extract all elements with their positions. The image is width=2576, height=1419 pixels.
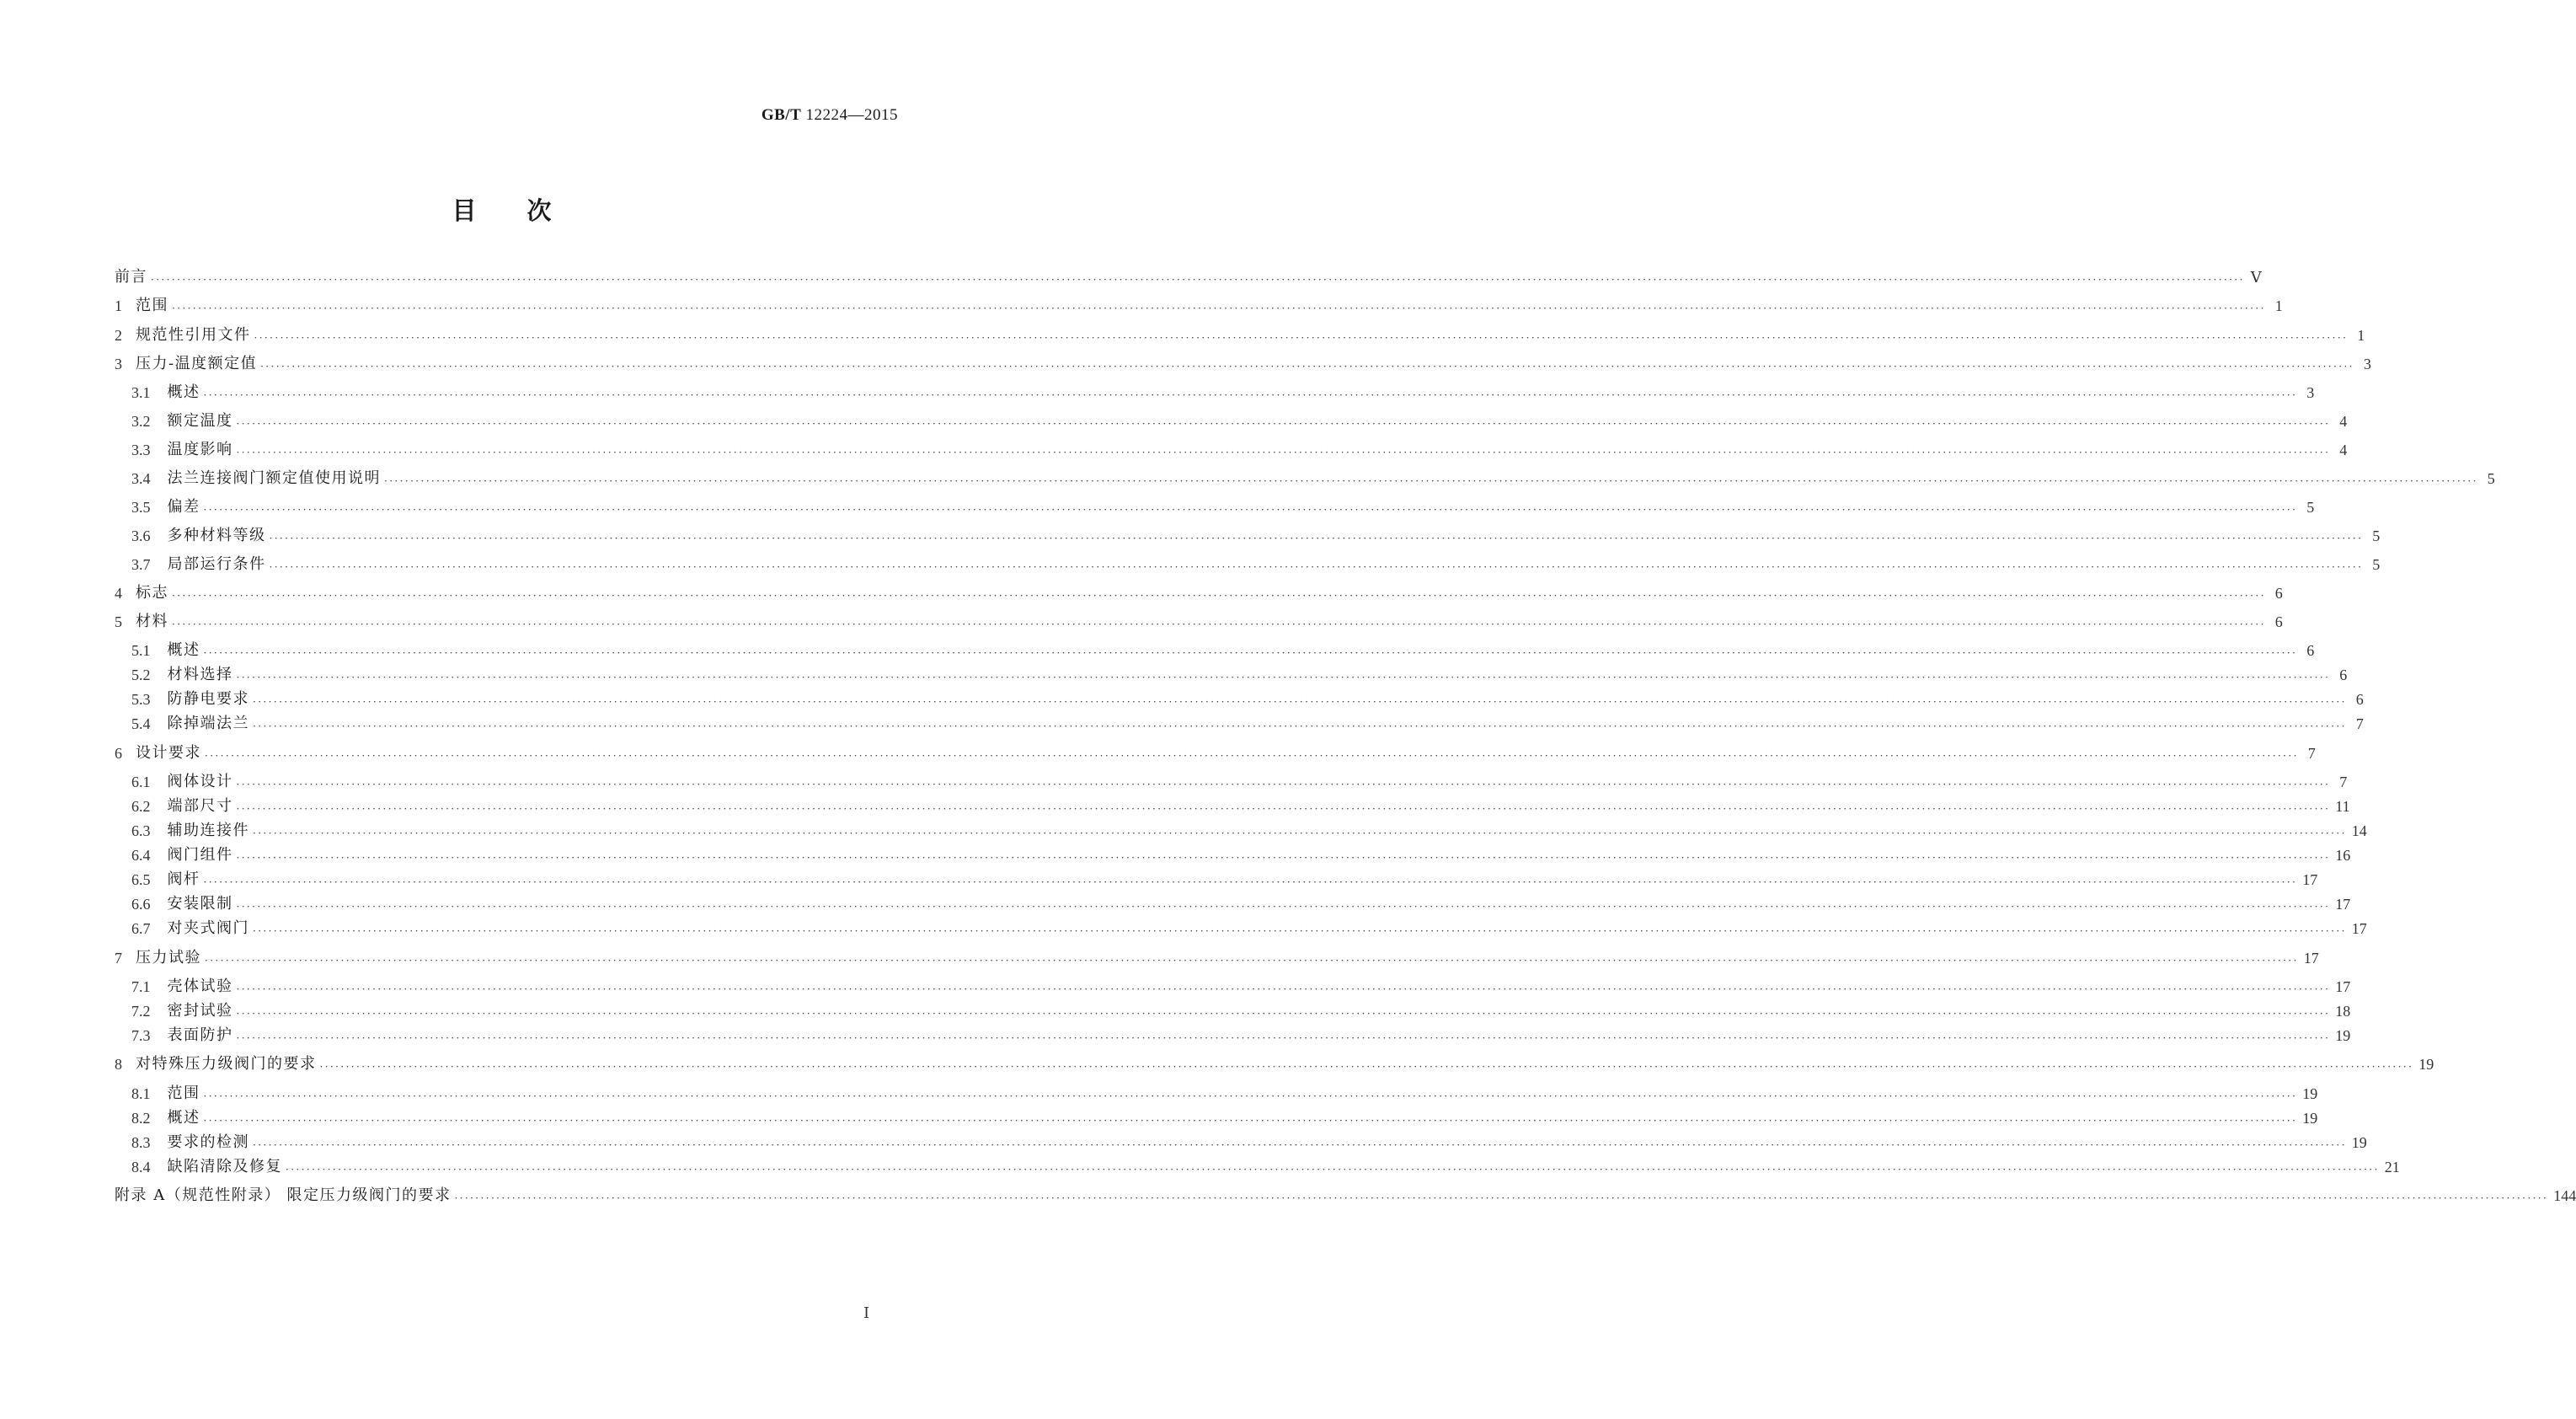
toc-entry-label: 辅助连接件 [167,822,249,839]
toc-entry-label: 温度影响 [167,441,233,458]
toc-entry-number: 3.1 [131,384,151,401]
toc-entry-label: 材料选择 [167,666,233,683]
toc-entry-number: 3.4 [131,470,151,487]
toc-entry-number: 7.2 [131,1003,151,1020]
toc-entry-page: 7 [2355,715,2364,732]
toc-entry-page: 3 [2363,356,2371,372]
toc-entry[interactable] [131,380,2315,402]
toc-entry-page: 19 [2418,1056,2434,1073]
toc-entry-number: 5.4 [131,715,151,732]
toc-entry-number: 6.6 [131,896,151,913]
toc-entry-number: 8.1 [131,1085,151,1102]
toc-entry-label: 壳体试验 [167,977,233,995]
toc-dot-leader: ················································································································································································································································································································································································································ [253,720,2347,732]
standard-prefix: GB/T [761,106,802,124]
toc-dot-leader: ················································································································································································································································································································································································································ [236,852,2331,864]
toc-entry-label: 表面防护 [167,1026,233,1044]
page-folio: Ⅰ [863,1304,870,1321]
toc-entry[interactable] [115,945,2319,967]
toc-entry-page: 5 [2487,470,2495,487]
toc-entry-number: 7.1 [131,978,151,995]
toc-entry-number: 4 [115,585,122,602]
toc-entry-label: 概述 [167,383,200,401]
toc-entry-label: 概述 [167,641,200,659]
toc-entry-number: 7.3 [131,1027,151,1044]
toc-entry[interactable] [131,1106,2318,1127]
toc-entry-number: 6.4 [131,847,151,864]
toc-entry-page: 17 [2335,896,2351,913]
toc-entry-label: 法兰连接阀门额定值使用说明 [167,469,381,487]
toc-entry[interactable] [131,916,2367,938]
toc-entry[interactable] [131,638,2315,660]
toc-entry-label: 范围 [136,297,168,314]
toc-entry-label: 要求的检测 [167,1133,249,1151]
toc-entry[interactable] [131,974,2351,996]
toc-entry-page: 17 [2351,920,2367,937]
toc-entry[interactable] [131,843,2351,865]
toc-entry-page: 19 [2351,1134,2367,1151]
toc-entry-page: 21 [2384,1159,2400,1175]
toc-entry-label: 压力试验 [136,949,201,967]
toc-entry[interactable] [115,293,2283,315]
toc-entry-number: 3.3 [131,442,151,458]
toc-dot-leader: ················································································································································································································································································································································································································ [253,925,2347,937]
toc-entry-page: 144 [2553,1187,2576,1204]
toc-entry[interactable] [131,818,2367,840]
toc-entry[interactable] [131,711,2364,733]
toc-dot-leader: ················································································································································································································································································································································································································ [203,389,2298,401]
toc-entry-label: 额定温度 [167,412,233,430]
toc-dot-leader: ················································································································································································································································································································································································································ [203,647,2298,659]
toc-entry[interactable] [131,495,2315,517]
toc-entry[interactable] [115,1183,2576,1205]
toc-dot-leader: ················································································································································································································································································································································································································ [203,504,2298,516]
toc-dot-leader: ················································································································································································································································································································································································································ [454,1192,2549,1204]
toc-entry-number: 5.1 [131,642,151,659]
toc-entry-number: 6.1 [131,774,151,790]
toc-dot-leader: ················································································································································································································································································································································································································ [172,590,2266,602]
toc-entry-label: 规范性引用文件 [136,326,251,344]
toc-entry-page: 6 [2355,691,2364,708]
toc-entry[interactable] [131,662,2348,684]
toc-entry[interactable] [131,1154,2400,1176]
toc-entry-number: 7 [115,950,122,967]
toc-entry-label: 安装限制 [167,895,233,913]
toc-entry-page: 18 [2335,1003,2351,1020]
toc-dot-leader: ················································································································································································································································································································································································································ [269,533,2364,544]
toc-entry-label: 除掉端法兰 [167,715,249,732]
toc-entry-label: 端部尺寸 [167,797,233,815]
toc-entry-number: 5.3 [131,691,151,708]
toc-entry-number: 1 [115,297,122,314]
toc-dot-leader: ················································································································································································································································································································································································································ [236,447,2331,458]
toc-entry[interactable] [131,1130,2367,1152]
toc-entry-page: 11 [2335,798,2350,815]
toc-entry[interactable] [131,523,2381,545]
toc-entry-label: 阀门组件 [167,846,233,864]
toc-entry-page: 17 [2302,871,2318,888]
toc-entry[interactable] [115,741,2316,763]
toc-entry-page: 1 [2274,297,2283,314]
toc-entry-label: 概述 [167,1109,200,1127]
toc-dot-leader: ················································································································································································································································································································································································································ [205,750,2299,762]
toc-entry-number: 6.5 [131,871,151,888]
toc-entry[interactable] [131,687,2364,709]
toc-entry-number: 5.2 [131,667,151,683]
toc-entry[interactable] [131,409,2348,431]
toc-entry-page: 19 [2335,1027,2351,1044]
toc-entry[interactable] [131,437,2348,459]
toc-entry-label: 材料 [136,613,168,630]
standard-number: 12224—2015 [805,106,898,124]
toc-entry-number: 8.4 [131,1159,151,1175]
toc-entry-label: 阀体设计 [167,773,233,790]
toc-dot-leader: ················································································································································································································································································································································································································ [384,475,2478,487]
toc-entry-label: 多种材料等级 [167,527,266,544]
toc-entry-label: 密封试验 [167,1002,233,1020]
toc-entry-page: 1 [2357,327,2365,344]
toc-entry[interactable] [115,609,2283,631]
toc-entry[interactable] [115,351,2371,373]
toc-entry-label: 标志 [136,584,168,602]
toc-dot-leader: ················································································································································································································································································································································································································ [236,901,2331,913]
toc-entry-label: 对特殊压力级阀门的要求 [136,1055,317,1073]
toc-entry-page: 4 [2339,442,2348,458]
toc-entry-number: 2 [115,327,122,344]
page-title: 目次 [452,196,602,225]
toc-entry-page: 6 [2274,585,2283,602]
toc-entry-number: 6 [115,745,122,762]
toc-dot-leader: ················································································································································································································································································································································································································ [151,274,2245,286]
toc-entry-page: 7 [2339,774,2348,790]
toc-entry-page: 14 [2351,822,2367,839]
toc-entry-page: 5 [2306,499,2315,516]
toc-entry[interactable] [115,265,2262,286]
toc-entry[interactable] [131,769,2348,791]
toc-dot-leader: ················································································································································································································································································································································································································ [203,876,2298,888]
toc-entry-number: 3.7 [131,556,151,573]
toc-entry-label: 缺陷清除及修复 [167,1158,282,1175]
toc-entry-page: 19 [2302,1085,2318,1102]
toc-entry-number: 6.2 [131,798,151,815]
toc-entry[interactable] [115,581,2283,602]
toc-entry-number: 6.3 [131,822,151,839]
toc-entry[interactable] [131,867,2318,889]
toc-entry-label: 局部运行条件 [167,555,266,573]
toc-dot-leader: ················································································································································································································································································································································································································ [203,1115,2298,1127]
toc-entry-page: Ⅴ [2250,269,2262,286]
toc-dot-leader: ················································································································································································································································································································································································································ [236,1008,2331,1020]
toc-entry-page: 17 [2303,950,2319,967]
toc-entry-page: 3 [2306,384,2315,401]
toc-entry-label: 对夹式阀门 [167,919,249,937]
toc-entry[interactable] [131,466,2495,488]
toc-dot-leader: ················································································································································································································································································································································································································ [253,1139,2347,1151]
toc-entry[interactable] [131,1081,2318,1103]
toc-entry-label: 防静电要求 [167,690,249,708]
toc-entry-page: 7 [2307,745,2316,762]
toc-entry-number: 3.5 [131,499,151,516]
toc-entry-page: 19 [2302,1110,2318,1127]
toc-entry[interactable] [115,323,2365,345]
toc-entry-label: 范围 [167,1084,200,1102]
toc-entry[interactable] [131,999,2351,1020]
toc-dot-leader: ················································································································································································································································································································································································································ [253,696,2347,708]
toc-entry-label: 设计要求 [136,744,201,762]
toc-entry[interactable] [131,892,2351,913]
toc-entry-number: 8.3 [131,1134,151,1151]
toc-entry-label: 阀杆 [167,870,200,888]
toc-dot-leader: ················································································································································································································································································································································································································ [269,561,2364,573]
toc-dot-leader: ················································································································································································································································································································································································································ [205,955,2299,967]
toc-entry-page: 6 [2306,642,2315,659]
toc-dot-leader: ················································································································································································································································································································································································································ [286,1164,2380,1175]
toc-dot-leader: ················································································································································································································································································································································································································ [260,361,2354,372]
toc-entry-page: 16 [2335,847,2351,864]
toc-dot-leader: ················································································································································································································································································································································································································ [236,779,2331,790]
toc-entry-number: 3.6 [131,527,151,544]
toc-entry-page: 5 [2372,527,2381,544]
toc-entry[interactable] [131,1023,2351,1045]
toc-dot-leader: ················································································································································································································································································································································································································ [236,1032,2331,1044]
toc-entry-label: 压力-温度额定值 [136,355,258,372]
toc-entry-label: 附录 A（规范性附录） 限定压力级阀门的要求 [115,1186,452,1204]
toc-entry[interactable] [131,794,2350,816]
toc-entry-page: 6 [2274,613,2283,630]
toc-entry[interactable] [131,552,2381,574]
toc-entry-page: 6 [2339,667,2348,683]
toc-entry-number: 6.7 [131,920,151,937]
toc-entry-number: 8 [115,1056,122,1073]
toc-entry-page: 4 [2339,413,2348,430]
toc-dot-leader: ················································································································································································································································································································································································································ [253,827,2347,839]
toc-dot-leader: ················································································································································································································································································································································································································ [172,303,2266,314]
toc-entry[interactable] [115,1052,2434,1074]
toc-dot-leader: ················································································································································································································································································································································································································ [319,1061,2414,1073]
toc-dot-leader: ················································································································································································································································································································································································································ [172,618,2266,630]
toc-entry-number: 8.2 [131,1110,151,1127]
toc-entry-number: 3.2 [131,413,151,430]
toc-entry-page: 5 [2372,556,2381,573]
toc-dot-leader: ················································································································································································································································································································································································································ [203,1090,2298,1102]
toc-entry-label: 前言 [115,268,147,286]
toc-dot-leader: ················································································································································································································································································································································································································ [236,983,2331,995]
toc-dot-leader: ················································································································································································································································································································································································································ [236,418,2331,430]
toc-dot-leader: ················································································································································································································································································································································································································ [236,672,2331,683]
toc-entry-label: 偏差 [167,498,200,516]
toc-dot-leader: ················································································································································································································································································································································································································ [236,803,2331,815]
toc-entry-number: 5 [115,613,122,630]
toc-entry-page: 17 [2335,978,2351,995]
toc-entry-number: 3 [115,356,122,372]
toc-dot-leader: ················································································································································································································································································································································································································ [254,332,2349,344]
